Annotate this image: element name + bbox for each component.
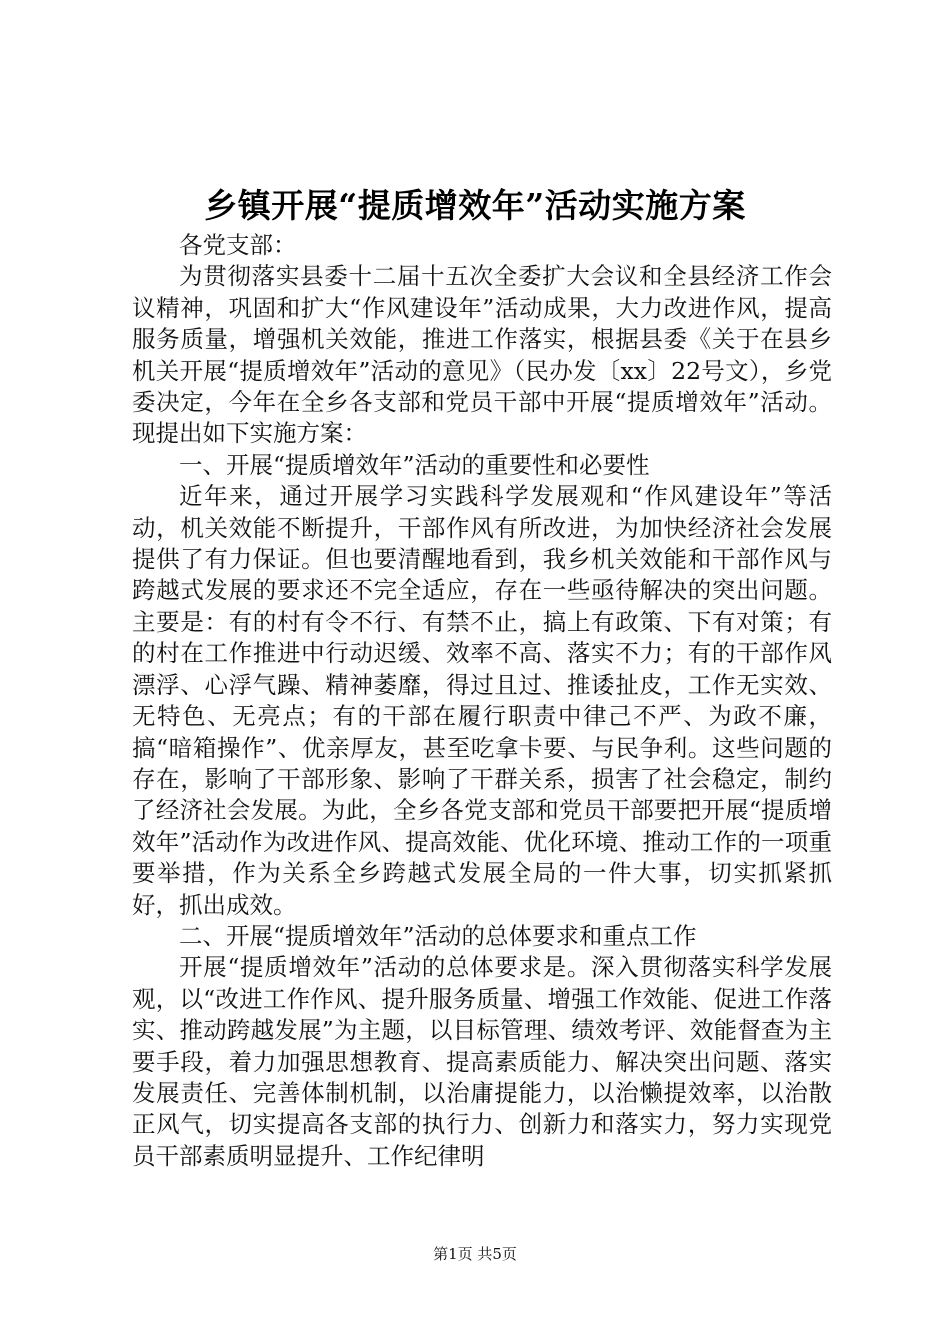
salutation: 各党支部： [179, 231, 297, 259]
section-heading-1: 一、开展“提质增效年”活动的重要性和必要性 [179, 450, 650, 479]
paragraph-section-1: 近年来，通过开展学习实践科学发展观和“作风建设年”等活动，机关效能不断提升，干部作风有所改进，为加快经济社会发展提供了有力保证。但也要清醒地看到，我乡机关效能和干部作风与跨越式发展的要求还不完全适应，存在一些亟待解决的突出问题。主要是：有的村有令不行、有禁不止，搞上有政策、下有对策；有的村在工作推进中行动迟缓、效率不高、落实不力；有的干部作风漂浮、心浮气躁、精神萎靡，得过且过、推诿扯皮，工作无实效、无特色、无亮点；有的干部在履行职责中律己不严、为政不廉，搞“暗箱操作”、优亲厚友，甚至吃拿卡要、与民争利。这些问题的存在，影响了干部形象、影响了干群关系，损害了社会稳定，制约了经济社会发展。为此，全乡各党支部和党员干部要把开展“提质增效年”活动作为改进作风、提高效能、优化环境、推动工作的一项重要举措，作为关系全乡跨越式发展全局的一件大事，切实抓紧抓好，抓出成效。 [132, 482, 832, 919]
paragraph-intro: 为贯彻落实县委十二届十五次全委扩大会议和全县经济工作会议精神，巩固和扩大“作风建设年”活动成果，大力改进作风，提高服务质量，增强机关效能，推进工作落实，根据县委《关于在县乡机关开展“提质增效年”活动的意见》（民办发〔xx〕22号文），乡党委决定，今年在全乡各支部和党员干部中开展“提质增效年”活动。现提出如下实施方案： [132, 262, 832, 448]
document-body [132, 230, 832, 1172]
document-title: 乡镇开展“提质增效年”活动实施方案 [204, 186, 746, 225]
paragraph-section-2: 开展“提质增效年”活动的总体要求是。深入贯彻落实科学发展观，以“改进工作作风、提升服务质量、增强工作效能、促进工作落实、推动跨越发展”为主题，以目标管理、绩效考评、效能督查为主要手段，着力加强思想教育、提高素质能力、解决突出问题、落实发展责任、完善体制机制，以治庸提能力，以治懒提效率，以治散正风气，切实提高各支部的执行力、创新力和落实力，努力实现党员干部素质明显提升、工作纪律明 [132, 953, 832, 1170]
page-number: 第1页 共5页 [433, 1245, 517, 1263]
section-heading-2: 二、开展“提质增效年”活动的总体要求和重点工作 [179, 921, 697, 950]
